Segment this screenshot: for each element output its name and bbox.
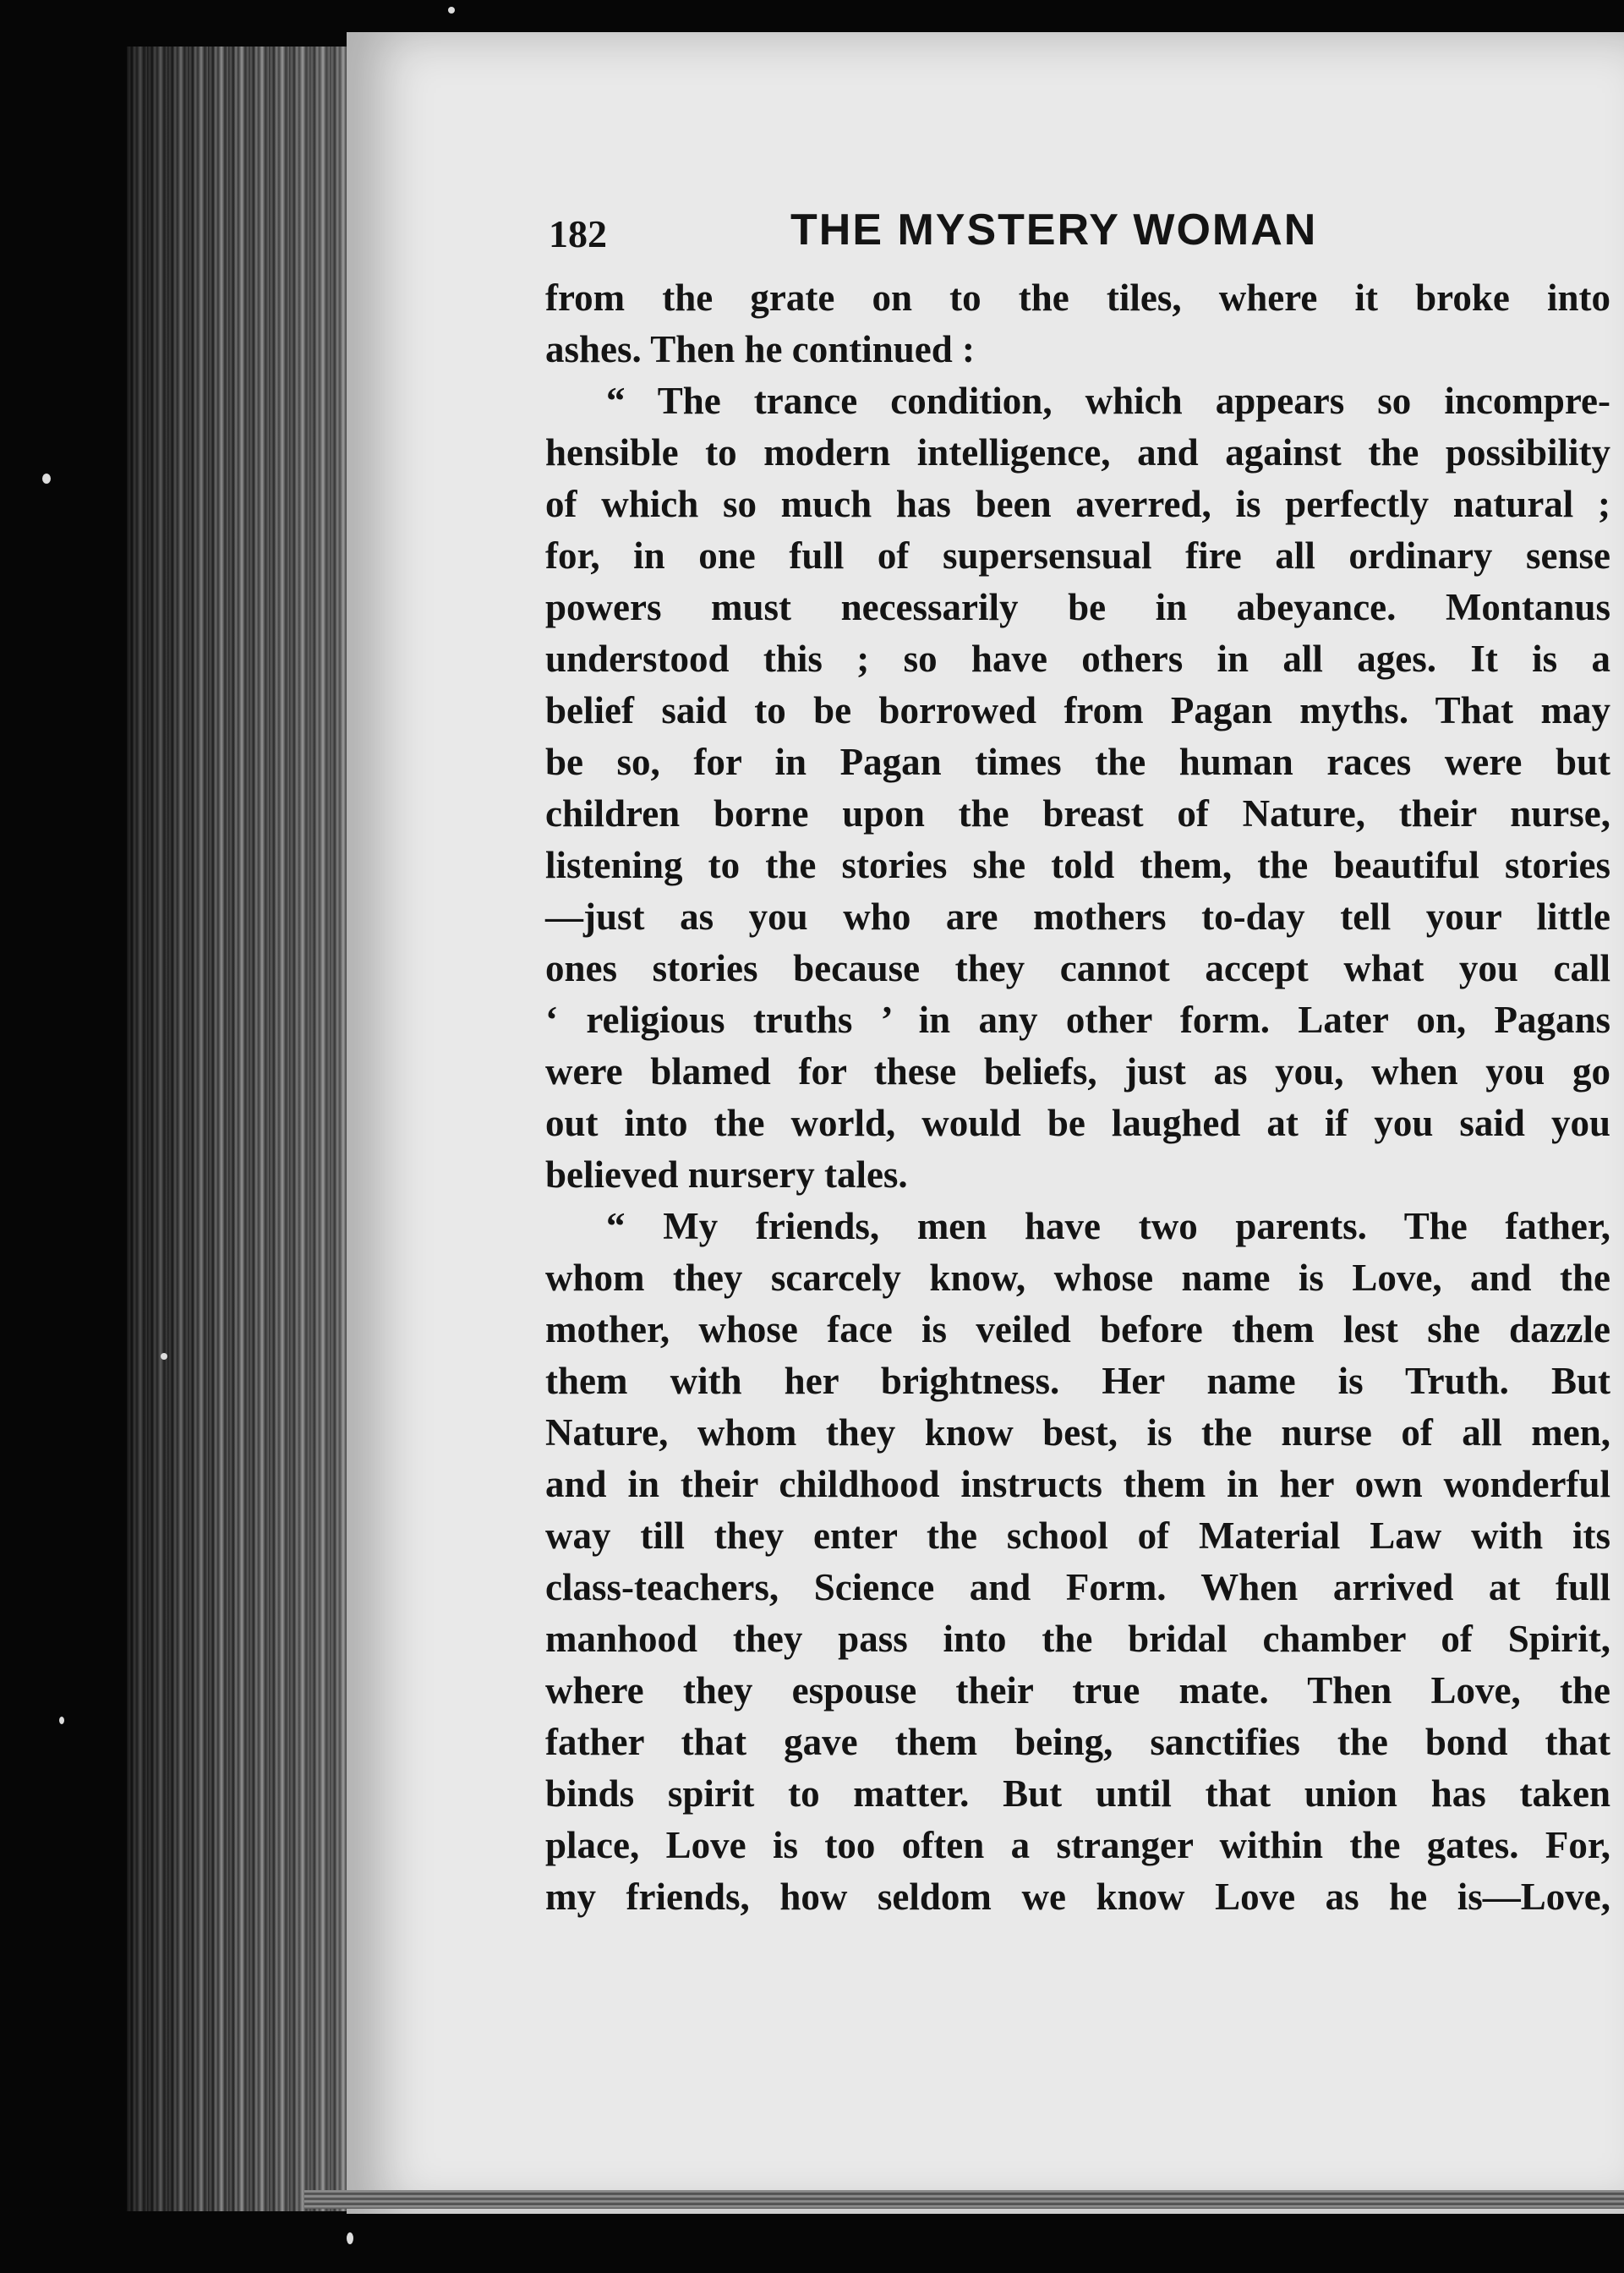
text-line: and in their childhood instructs them in her own wonderful bbox=[545, 1463, 1610, 1505]
text-line: binds spirit to matter. But until that union has taken bbox=[545, 1772, 1610, 1815]
text-line: of which so much has been averred, is perfectly natural ; bbox=[545, 483, 1610, 525]
text-line: ‘ religious truths ’ in any other form. Later on, Pagans bbox=[545, 999, 1610, 1041]
text-line: class-teachers, Science and Form. When arrived at full bbox=[545, 1566, 1610, 1608]
text-line: them with her brightness. Her name is Truth. But bbox=[545, 1360, 1610, 1402]
text-line: belief said to be borrowed from Pagan myths. That may bbox=[545, 689, 1610, 731]
text-line: whom they scarcely know, whose name is Love, and the bbox=[545, 1257, 1610, 1299]
running-head bbox=[545, 201, 1610, 260]
text-line: Nature, whom they know best, is the nurse of all men, bbox=[545, 1411, 1610, 1454]
page-text bbox=[545, 201, 1610, 1923]
text-line: children borne upon the breast of Nature, their nurse, bbox=[545, 792, 1610, 835]
text-line: listening to the stories she told them, the beautiful stories bbox=[545, 844, 1610, 886]
book-page-edges bbox=[127, 47, 372, 2211]
text-line: manhood they pass into the bridal chamber of Spirit, bbox=[545, 1618, 1610, 1660]
text-line: way till they enter the school of Material Law with its bbox=[545, 1514, 1610, 1557]
text-line: —just as you who are mothers to-day tell your little bbox=[545, 896, 1610, 938]
text-line: were blamed for these beliefs, just as you, when you go bbox=[545, 1050, 1610, 1093]
text-line: father that gave them being, sanctifies the bond that bbox=[545, 1721, 1610, 1763]
text-line: from the grate on to the tiles, where it broke into bbox=[545, 277, 1610, 319]
text-line: understood this ; so have others in all ages. It is a bbox=[545, 638, 1610, 680]
text-line: be so, for in Pagan times the human races were but bbox=[545, 741, 1610, 783]
text-line: ones stories because they cannot accept what you call bbox=[545, 947, 1610, 989]
running-title: THE MYSTERY WOMAN bbox=[790, 205, 1318, 255]
text-line: believed nursery tales. bbox=[545, 1153, 908, 1196]
text-line: hensible to modern intelligence, and against the possibility bbox=[545, 431, 1610, 474]
text-line: “ My friends, men have two parents. The father, bbox=[606, 1205, 1610, 1247]
text-line: ashes. Then he continued : bbox=[545, 328, 976, 370]
text-line: mother, whose face is veiled before them lest she dazzle bbox=[545, 1308, 1610, 1350]
page-bottom-edge bbox=[304, 2190, 1624, 2209]
page-number: 182 bbox=[549, 212, 607, 255]
text-line: “ The trance condition, which appears so incompre- bbox=[606, 380, 1610, 422]
text-line: out into the world, would be laughed at if you said you bbox=[545, 1102, 1610, 1144]
text-line: place, Love is too often a stranger within the gates. For, bbox=[545, 1824, 1610, 1866]
text-line: my friends, how seldom we know Love as he is—Love, bbox=[545, 1876, 1610, 1918]
text-line: for, in one full of supersensual fire all ordinary sense bbox=[545, 534, 1610, 577]
text-line: where they espouse their true mate. Then Love, the bbox=[545, 1669, 1610, 1712]
text-line: powers must necessarily be in abeyance. Montanus bbox=[545, 586, 1610, 628]
